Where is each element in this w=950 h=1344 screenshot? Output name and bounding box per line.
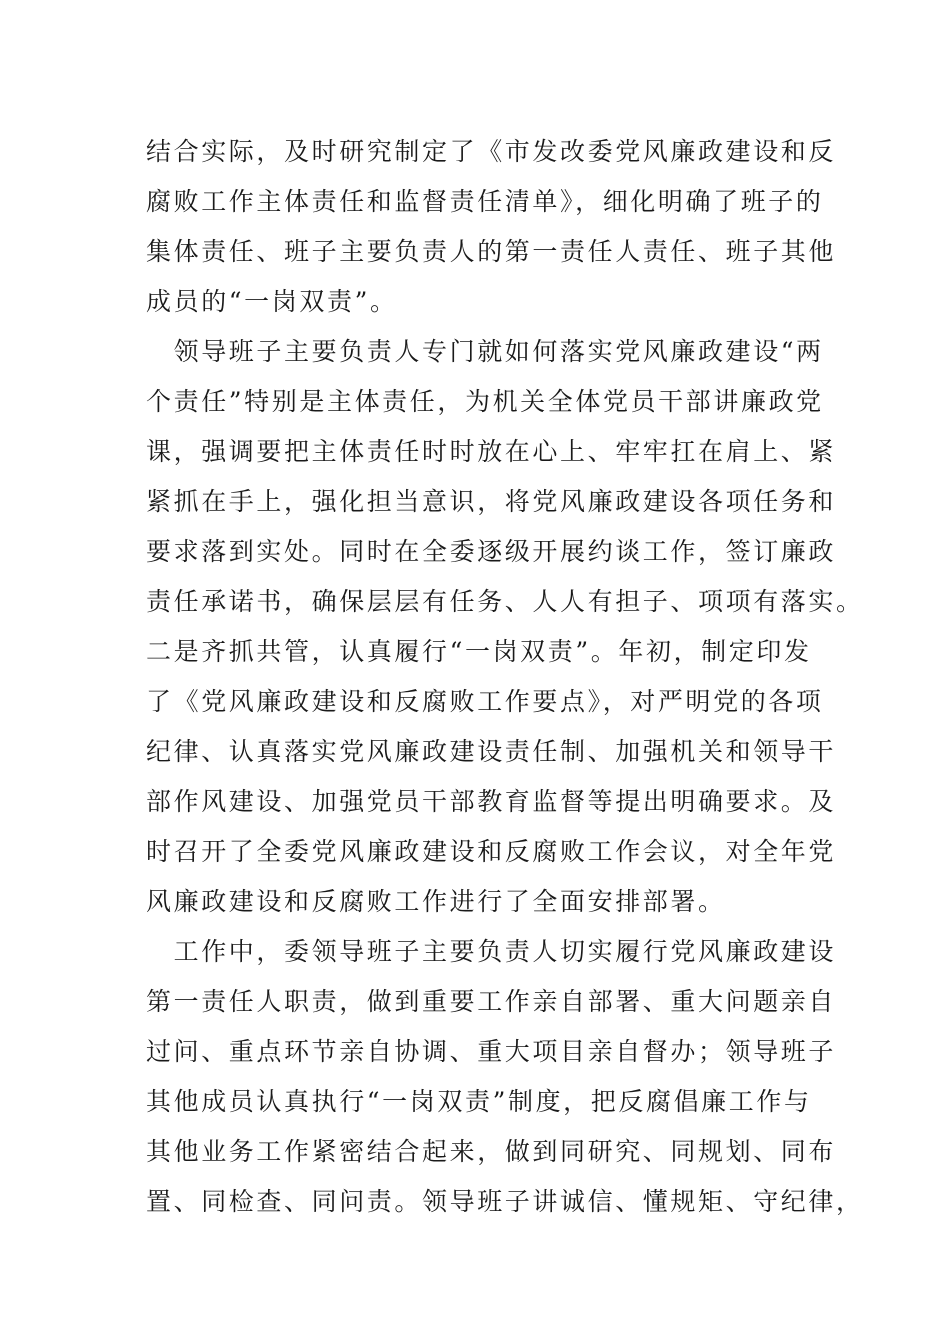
text-line: 第一责任人职责，做到重要工作亲自部署、重大问题亲自 <box>146 987 837 1016</box>
text-line: 紧抓在手上，强化担当意识，将党风廉政建设各项任务和 <box>146 487 837 516</box>
text-line: 结合实际，及时研究制定了《市发改委党风廉政建设和反 <box>146 137 837 166</box>
text-line: 时召开了全委党风廉政建设和反腐败工作会议，对全年党 <box>146 837 837 866</box>
text-line: 部作风建设、加强党员干部教育监督等提出明确要求。及 <box>146 787 837 816</box>
text-line: 置、同检查、同问责。领导班子讲诚信、懂规矩、守纪律， <box>146 1187 864 1216</box>
text-line: 过问、重点环节亲自协调、重大项目亲自督办；领导班子 <box>146 1037 837 1066</box>
text-line: 要求落到实处。同时在全委逐级开展约谈工作，签订廉政 <box>146 537 837 566</box>
text-line: 了《党风廉政建设和反腐败工作要点》，对严明党的各项 <box>146 687 824 716</box>
text-line: 个责任”特别是主体责任，为机关全体党员干部讲廉政党 <box>146 387 824 416</box>
text-line: 其他成员认真执行“一岗双责”制度，把反腐倡廉工作与 <box>146 1087 812 1116</box>
text-line: 成员的“一岗双责”。 <box>146 287 398 316</box>
text-line: 二是齐抓共管，认真履行“一岗双责”。年初，制定印发 <box>146 637 812 666</box>
text-line: 课，强调要把主体责任时时放在心上、牢牢扛在肩上、紧 <box>146 437 837 466</box>
text-line: 工作中，委领导班子主要负责人切实履行党风廉政建设 <box>146 937 837 966</box>
text-line: 纪律、认真落实党风廉政建设责任制、加强机关和领导干 <box>146 737 837 766</box>
text-line: 风廉政建设和反腐败工作进行了全面安排部署。 <box>146 887 726 916</box>
text-line: 责任承诺书，确保层层有任务、人人有担子、项项有落实。 <box>146 587 864 616</box>
text-line: 领导班子主要负责人专门就如何落实党风廉政建设“两 <box>146 337 824 366</box>
text-line: 腐败工作主体责任和监督责任清单》，细化明确了班子的 <box>146 187 824 216</box>
document-body <box>146 127 864 1227</box>
text-line: 其他业务工作紧密结合起来，做到同研究、同规划、同布 <box>146 1137 837 1166</box>
text-line: 集体责任、班子主要负责人的第一责任人责任、班子其他 <box>146 237 837 266</box>
